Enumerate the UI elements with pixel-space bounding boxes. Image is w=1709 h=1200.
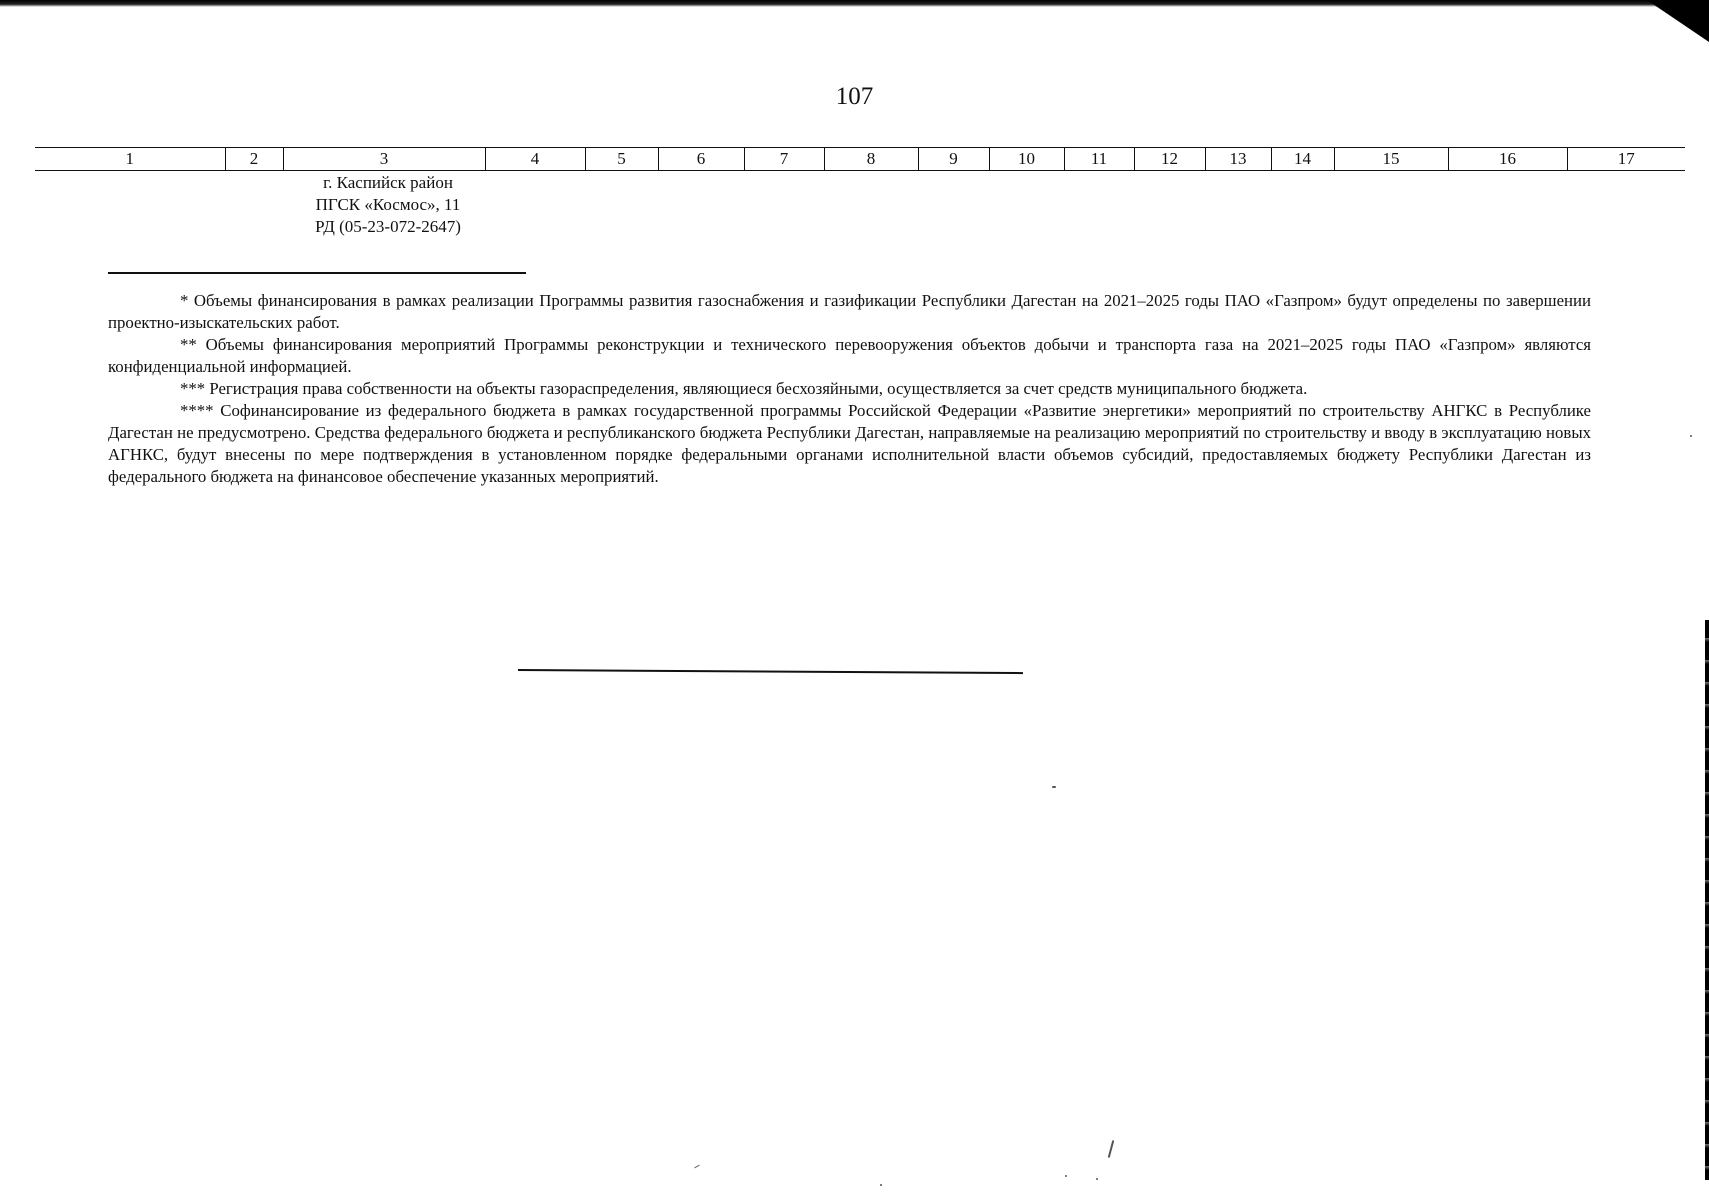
column-number-cell: 16 [1448, 148, 1567, 171]
scan-speck [1065, 1175, 1067, 1177]
footnote: * Объемы финансирования в рамках реализации Программы развития газоснабжения и газификации Республики Дагестан на 2021–2025 годы ПАО «Газпром» будут определены по завершении проектно-изыскательских работ. [108, 291, 1591, 332]
address-line: РД (05-23-072-2647) [315, 217, 461, 236]
column-number-cell: 2 [225, 148, 283, 171]
column-number-cell: 8 [824, 148, 918, 171]
column-number-cell: 14 [1271, 148, 1334, 171]
page-number: 107 [835, 83, 874, 110]
scan-speck [1690, 435, 1692, 437]
column-number-cell: 17 [1567, 148, 1685, 171]
footnotes [108, 290, 1591, 488]
column-number-row [35, 148, 1685, 171]
footnote: ** Объемы финансирования мероприятий Программы реконструкции и технического перевооружения объектов добычи и транспорта газа на 2021–2025 годы ПАО «Газпром» являются конфиденциальной информацией. [108, 335, 1591, 376]
column-number-cell: 3 [283, 148, 485, 171]
column-number-cell: 15 [1334, 148, 1448, 171]
scan-speck [694, 1165, 700, 1169]
address-line: г. Каспийск район [323, 173, 453, 192]
scan-speck [1108, 1140, 1115, 1158]
end-of-section-rule [518, 669, 1023, 674]
column-number-cell: 9 [918, 148, 989, 171]
column-number-table [35, 147, 1685, 171]
address-line: ПГСК «Космос», 11 [315, 195, 461, 214]
footnote: **** Софинансирование из федерального бюджета в рамках государственной программы Российской Федерации «Развитие энергетики» мероприятий по строительству АНГКС в Республике Дагестан не предусмотрено. Средства федерального бюджета и республиканского бюджета Республики Дагестан, направляемые на реализацию мероприятий по строительству и вводу в эксплуатацию новых АГНКС, будут внесены по мере подтверждения в установленном порядке федеральными органами исполнительной власти объемов субсидий, предоставляемых бюджету Республики Дагестан из федерального бюджета на финансовое обеспечение указанных мероприятий. [108, 401, 1591, 486]
scan-speck [1052, 786, 1056, 788]
column-number-cell: 1 [35, 148, 225, 171]
footnote: *** Регистрация права собственности на объекты газораспределения, являющиеся бесхозяйными, осуществляется за счет средств муниципального бюджета. [180, 379, 1308, 398]
scan-top-edge [0, 0, 1709, 7]
column-number-cell: 6 [658, 148, 744, 171]
object-address [288, 172, 488, 238]
column-number-cell: 7 [744, 148, 824, 171]
column-number-cell: 12 [1134, 148, 1205, 171]
column-number-cell: 10 [989, 148, 1064, 171]
column-number-cell: 4 [485, 148, 585, 171]
column-number-cell: 13 [1205, 148, 1271, 171]
scan-speck [1096, 1178, 1098, 1180]
scan-corner-fold [1647, 0, 1709, 42]
scan-speck [880, 1184, 882, 1186]
scan-right-edge [1705, 620, 1709, 1180]
column-number-cell: 11 [1064, 148, 1134, 171]
column-number-cell: 5 [585, 148, 658, 171]
footnote-separator [108, 272, 526, 274]
